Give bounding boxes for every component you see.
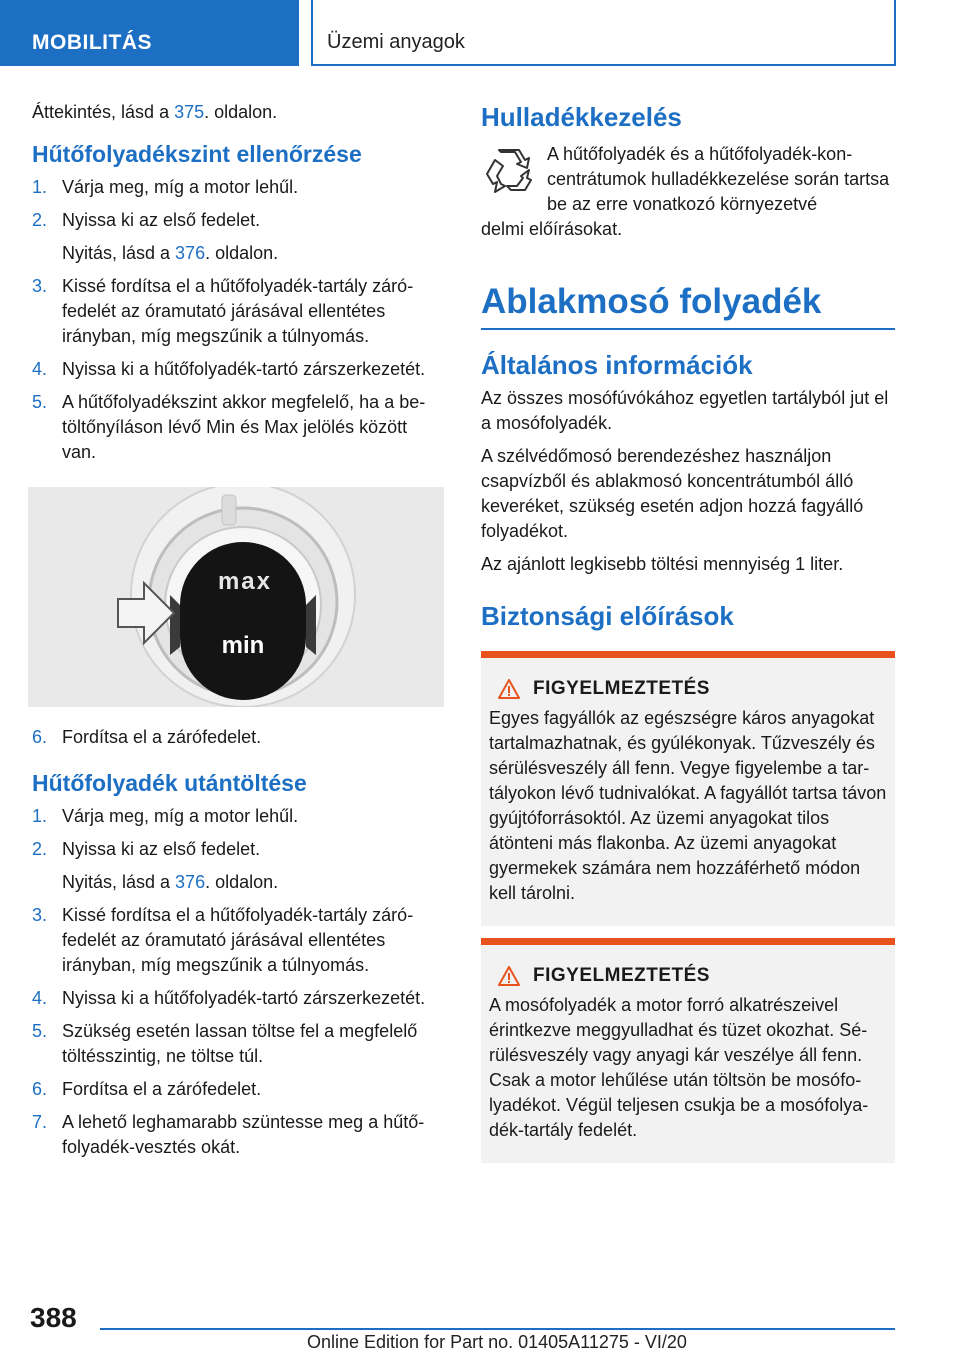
list-item: 2. Nyissa ki az első fedelet. Nyitás, lásd a 376. oldalon. — [32, 210, 279, 263]
coolant-refill-heading: Hűtőfolyadék utántöltése — [32, 770, 307, 796]
list-item: 6. Fordítsa el a zárófedelet. — [32, 1079, 262, 1099]
recycle-icon — [481, 146, 535, 194]
list-item: 7. A lehető leghamarabb szüntesse meg a hűtőfolyadék-vesztés okát. — [32, 1112, 425, 1157]
general-info-p3: Az ajánlott legkisebb töltési mennyiség 1 liter. — [481, 554, 844, 574]
coolant-check-final-step — [32, 725, 444, 750]
warning-triangle-icon — [497, 678, 521, 700]
edition-text: Online Edition for Part no. 01405A11275 - VI/20 — [307, 1332, 687, 1352]
list-item: 6. Fordítsa el a zárófedelet. — [32, 727, 262, 747]
coolant-refill-steps — [32, 804, 444, 1160]
section-tab[interactable]: MOBILITÁS — [0, 0, 299, 66]
overview-paragraph: Áttekintés, lásd a 375. oldalon. — [32, 102, 278, 122]
list-item: 1. Várja meg, míg a motor lehűl. — [32, 806, 299, 826]
warning-box-antifreeze — [481, 651, 895, 926]
warning-title: FIGYELMEZTETÉS — [533, 678, 710, 699]
warning-box-washer — [481, 938, 895, 1163]
warning-text: A mosófolyadék a motor forró alkatrészeivel érintkezve meggyulladhat és tüzet okozhat. Sérülésveszély vagy anyagi kár veszélye áll fenn. Csak a motor lehűlése után töltsön be mosófolyadékot. Végül teljesen csukja be a mosófolyadék-tartály fedelét. — [489, 995, 869, 1140]
page-link-376[interactable]: 376 — [175, 872, 206, 892]
reservoir-illustration — [28, 487, 444, 707]
list-item: 4. Nyissa ki a hűtőfolyadék-tartó zárszerkezetét. — [32, 988, 426, 1008]
general-info-p1: Az összes mosófúvókához egyetlen tartályból jut el a mosófolyadék. — [481, 388, 889, 433]
list-item: 4. Nyissa ki a hűtőfolyadék-tartó zárszerkezetét. — [32, 359, 426, 379]
warning-triangle-icon — [497, 965, 521, 987]
disposal-note: A hűtőfolyadék és a hűtőfolyadék-koncentrátumok hulladékkezelése során tartsa be az erre vonatkozó környezetvé — [481, 142, 895, 217]
page-link-375[interactable]: 375 — [174, 102, 205, 122]
list-item: 3. Kissé fordítsa el a hűtőfolyadék-tartály zárófedelét az óramutató járásával ellentétes irányban, míg megszűnik a túlnyomás. — [32, 905, 414, 975]
washer-fluid-heading: Ablakmosó folyadék — [481, 280, 895, 330]
general-info-p2: A szélvédőmosó berendezéshez használjon csapvízből és ablakmosó koncentrátumból álló keveréket, szükség esetén adjon hozzá fagyálló folyadékot. — [481, 446, 864, 541]
topic-tab[interactable]: Üzemi anyagok — [311, 0, 896, 66]
page-header — [0, 0, 960, 66]
footer-divider — [100, 1328, 895, 1330]
left-column — [32, 100, 444, 1168]
page-number: 388 — [30, 1302, 77, 1333]
page-footer — [0, 1290, 960, 1362]
min-label: min — [221, 632, 265, 659]
list-item: 1. Várja meg, míg a motor lehűl. — [32, 177, 299, 197]
page-link-376[interactable]: 376 — [175, 243, 206, 263]
list-item: 2. Nyissa ki az első fedelet. Nyitás, lásd a 376. oldalon. — [32, 839, 279, 892]
coolant-reservoir-image — [28, 487, 444, 707]
coolant-check-heading: Hűtőfolyadékszint ellenőrzése — [32, 141, 362, 167]
right-column: Hulladékkezelés A hűtőfolyadék és a hűtőfolyadék-koncentrátumok hulladékkezelése során tartsa be az erre vonatkozó környezetvé delmi előírásokat. Ablakmosó folyadék Általános információk Az összes mosófúvókához egyetlen tartályból jut el a mosófolyadék. A szélvédőmosó berendezéshez használjon csapvízből és ablakmosó koncentrátumból álló keveréket, szükség esetén adjon hozzá fagyálló folyadékot. Az ajánlott legkisebb töltési mennyiség 1 liter. Biztonsági előírások FIGYELMEZTETÉS Egyes fagyállók az egészségre káros anyagokat tartalmazhatnak, és gyúlékonyak. Tűzveszély és sérülésveszély áll fenn. Vegye figyelembe a tartályokon lévő tudnivalókat. A fagyállót tartsa távon gyújtóforrásoktól. Az üzemi anyagokat tilos átönteni más flakonba. Az üzemi anyagokat gyermekek számára nem hozzáférhető módon kell tárolni. FIGYELMEZTETÉS A mosófolyadék a motor forró alkatrészeivel érintkezve meggyulladhat és tüzet okozhat. Sérülésveszély vagy anyagi kár veszélye áll fenn. Csak a motor lehűlése után töltsön be mosófolyadékot. Végül teljesen csukja be a mosófolyadék-tartály fedelét. — [481, 100, 895, 1163]
list-item: 5. A hűtőfolyadékszint akkor megfelelő, ha a betöltőnyíláson lévő Min és Max jelölés között van. — [32, 392, 426, 462]
list-item: 3. Kissé fordítsa el a hűtőfolyadék-tartály zárófedelét az óramutató járásával ellentétes irányban, míg megszűnik a túlnyomás. — [32, 276, 414, 346]
list-item: 5. Szükség esetén lassan töltse fel a megfelelő töltésszintig, ne töltse túl. — [32, 1021, 418, 1066]
warning-title: FIGYELMEZTETÉS — [533, 965, 710, 986]
coolant-check-steps — [32, 175, 444, 465]
safety-heading: Biztonsági előírások — [481, 601, 734, 631]
general-info-heading: Általános információk — [481, 350, 753, 380]
disposal-heading: Hulladékkezelés — [481, 102, 682, 132]
max-label: max — [217, 568, 273, 595]
warning-text: Egyes fagyállók az egészségre káros anyagokat tartalmazhatnak, és gyúlékonyak. Tűzveszély és sérülésveszély áll fenn. Vegye figyelembe a tartályokon lévő tudnivalókat. A fagyállót tartsa távon gyújtóforrásoktól. Az üzemi anyagokat tilos átönteni más flakonba. Az üzemi anyagokat gyermekek számára nem hozzáférhető módon kell tárolni. — [489, 708, 887, 903]
